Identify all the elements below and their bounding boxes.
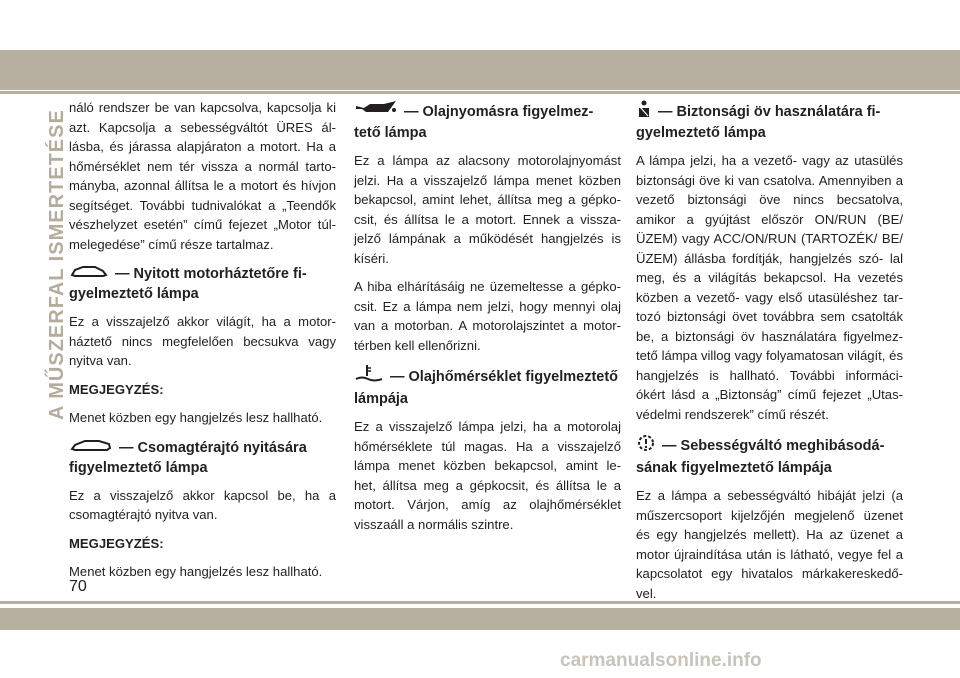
heading-transmission: — Sebességváltó meghibásodá- sának figyelmeztető lámpája	[636, 433, 903, 478]
section-side-title: A MŰSZERFAL ISMERTETÉSE	[46, 109, 68, 420]
note-label: MEGJEGYZÉS:	[69, 535, 164, 551]
heading-hood-open: — Nyitott motorháztetőre fi- gyelmeztető lámpa	[69, 263, 336, 304]
heading-oil-temperature: — Olajhőmérséklet figyelmeztető lámpája	[354, 364, 621, 409]
paragraph: A hiba elhárításáig ne üzemeltesse a gépko- csit. Ez a lámpa nem jelzi, hogy mennyi olaj van a motorban. A motorolajszintet a motor- térben kell ellenőrizni.	[354, 279, 621, 353]
column-2	[354, 100, 621, 543]
oil-temperature-icon	[354, 364, 384, 390]
heading-trunk-open: — Csomagtérajtó nyitására figyelmeztető lámpa	[69, 437, 336, 478]
paragraph: náló rendszer be van kapcsolva, kapcsolja ki azt. Kapcsolja a sebességváltót ÜRES ál- lásba, és járassa alapjáraton a motort. Ha a hőmérséklet nem tér vissza a normál tarto- mányba, azonnal állítsa le a motort és hívjon segítséget. További tudnivalókat a „Teendők vészhelyzet esetén” című fejezet „Motor túl- melegedése” című része tartalmaz.	[69, 100, 336, 252]
car-trunk-open-icon	[69, 437, 113, 459]
paragraph: Ez a visszajelző akkor kapcsol be, ha a csomagtérajtó nyitva van.	[69, 487, 336, 522]
watermark: carmanualsonline.info	[560, 650, 762, 671]
column-1	[69, 98, 336, 591]
paragraph: Ez a lámpa a sebességváltó hibáját jelzi (a műszercsoport kijelzőjén megjelenő üzenet és egy hangjelzés mellett). Ha az üzenet a motor újraindítása után is látható, vegye fel a kapcsolatot egy hivatalos márkakereskedő- vel.	[636, 488, 903, 601]
transmission-fault-icon	[636, 433, 656, 459]
paragraph: Ez a visszajelző lámpa jelzi, ha a motorolaj hőmérséklete túl magas. Ha a visszajelző lámpa menet közben bekapcsol, amint le- het, állítsa meg a gépkocsit, és állítsa le a motort. Várjon, amíg az olajhőmérséklet visszaáll a normális szintre.	[354, 419, 621, 532]
paragraph: Ez a visszajelző akkor világít, ha a motor- háztető nincs megfelelően becsukva vagy nyitva van.	[69, 314, 336, 368]
paragraph: A lámpa jelzi, ha a vezető- vagy az utasülés biztonsági öve ki van csatolva. Amennyiben a vezető biztonsági öve nincs becsatolva, amikor a gyújtást először ON/RUN (BE/ ÜZEM) vagy ACC/ON/RUN (TARTOZÉK/ BE/ÜZEM) állásba fordítják, hangjelzés szó- lal meg, és a világítás bekapcsol. Ha vezetés közben a vezető- vagy első utasüléshez tar- tozó biztonsági övet továbbra sem csatolták be, a biztonsági öv használatára figyelmez- tető lámpa villog vagy folyamatosan világít, és hangjelzés is hallható. További informáci- ókért lásd a „Biztonság” című fejezet „Utas- védelmi rendszerek” című részét.	[636, 153, 903, 422]
note-text: Menet közben egy hangjelzés lesz hallható.	[69, 564, 323, 579]
top-band	[0, 50, 960, 90]
oil-can-icon	[354, 100, 398, 124]
car-hood-open-icon	[69, 263, 109, 285]
seatbelt-icon	[636, 100, 652, 124]
page-number: 70	[69, 578, 87, 595]
heading-seatbelt: — Biztonsági öv használatára fi- gyelmeztető lámpa	[636, 100, 903, 143]
heading-oil-pressure: — Olajnyomásra figyelmez- tető lámpa	[354, 100, 621, 143]
note-text: Menet közben egy hangjelzés lesz hallható.	[69, 410, 323, 425]
paragraph: Ez a lámpa az alacsony motorolajnyomást jelzi. Ha a visszajelző lámpa menet közben bekapcsol, amint lehet, állítsa meg a gépko- csit, és állítsa le a motort. Ennek a vissza- jelző lámpának a működését hangjelzés is kíséri.	[354, 153, 621, 266]
note-label: MEGJEGYZÉS:	[69, 381, 164, 397]
column-3	[636, 100, 903, 612]
